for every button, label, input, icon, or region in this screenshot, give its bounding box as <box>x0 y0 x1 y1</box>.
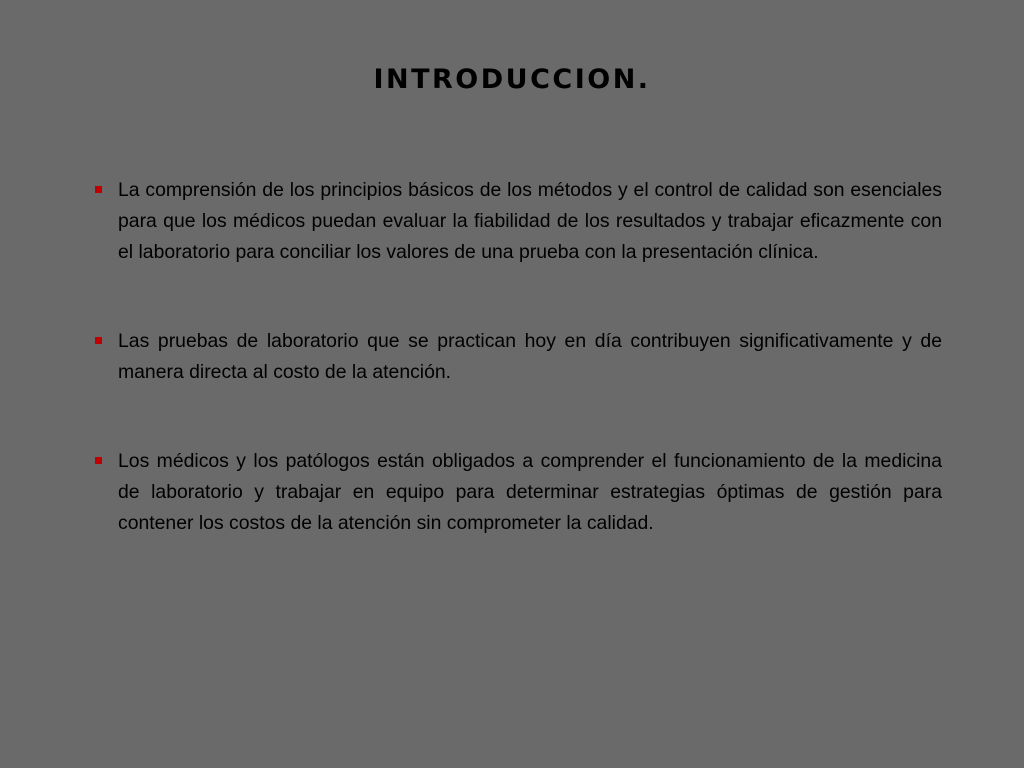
square-bullet-icon <box>95 457 102 464</box>
bullet-text: La comprensión de los principios básicos de los métodos y el control de calidad son esenciales para que los médicos puedan evaluar la fiabilidad de los resultados y trabajar eficazmente con el laboratorio para conciliar los valores de una prueba con la presentación clínica. <box>118 179 942 263</box>
bullet-item <box>94 446 942 539</box>
bullet-item <box>94 175 942 268</box>
square-bullet-icon <box>95 186 102 193</box>
bullet-text: Los médicos y los patólogos están obligados a comprender el funcionamiento de la medicina de laboratorio y trabajar en equipo para determinar estrategias óptimas de gestión para contener los costos de la atención sin comprometer la calidad. <box>118 450 942 534</box>
slide-title: INTRODUCCION. <box>373 64 651 95</box>
bullet-list <box>94 175 942 539</box>
bullet-item <box>94 326 942 388</box>
bullet-text: Las pruebas de laboratorio que se practican hoy en día contribuyen significativamente y de manera directa al costo de la atención. <box>118 330 942 383</box>
square-bullet-icon <box>95 337 102 344</box>
